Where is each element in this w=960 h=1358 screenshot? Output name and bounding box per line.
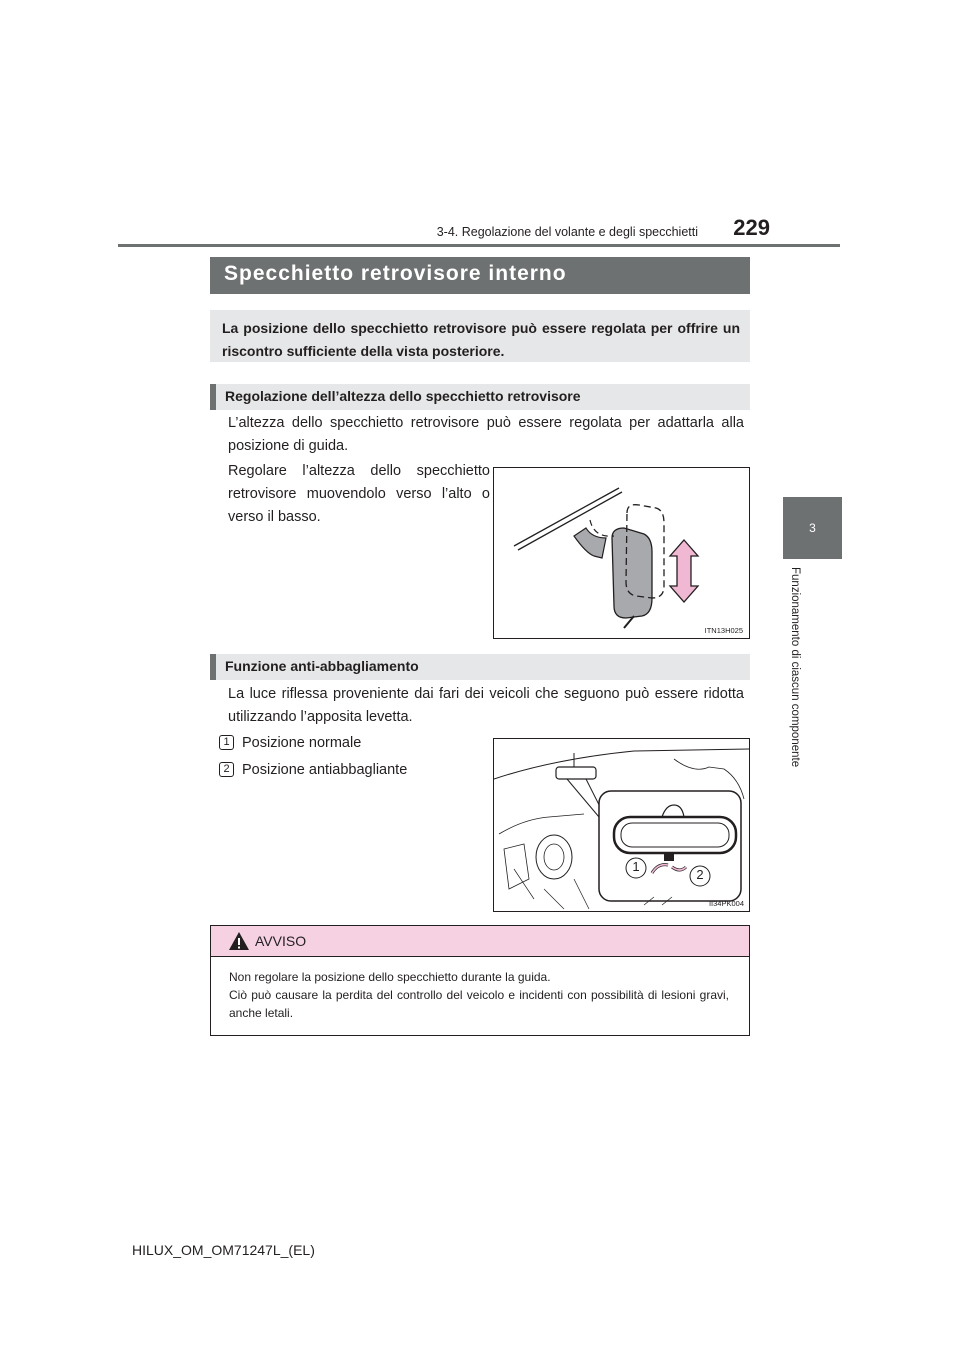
header-section-title: 3-4. Regolazione del volante e degli specchietti	[436, 225, 698, 239]
item-number-2: 2	[219, 762, 234, 777]
header-divider	[118, 244, 840, 247]
page-title-bar	[210, 257, 750, 294]
chapter-tab: 3	[783, 497, 842, 559]
warning-line-2: Ciò può causare la perdita del controllo del veicolo e incidenti con possibilità di lesioni gravi, anche letali.	[229, 988, 729, 1020]
chapter-title: Funzionamento di ciascun componente	[789, 567, 801, 768]
antiglare-illustration	[493, 738, 750, 912]
antiglare-drawing	[494, 739, 750, 912]
callout-2: 2	[696, 867, 704, 882]
height-paragraph: L’altezza dello specchietto retrovisore può essere regolata per adattarla alla posizione di guida.	[228, 415, 744, 454]
footer-code: HILUX_OM_OM71247L_(EL)	[132, 1242, 315, 1258]
page-number: 229	[733, 215, 770, 240]
section-heading-antiglare	[210, 654, 750, 680]
warning-header	[211, 926, 749, 957]
mirror-height-drawing	[494, 468, 750, 639]
antiglare-paragraph: La luce riflessa proveniente dai fari dei veicoli che seguono può essere ridotta utilizzando l’apposita levetta.	[228, 686, 744, 725]
section-heading-height	[210, 384, 750, 410]
figure-code-2: II34PK004	[708, 899, 744, 908]
chapter-side-label	[783, 567, 807, 797]
warning-text	[229, 968, 729, 1022]
intro-text: La posizione dello specchietto retrovisore può essere regolata per offrire un riscontro sufficiente della vista posteriore.	[222, 320, 740, 359]
item-label-antiglare: Posizione antiabbagliante	[242, 762, 408, 778]
intro-box	[210, 310, 750, 362]
item-number-1: 1	[219, 735, 234, 750]
section-heading-height-text: Regolazione dell’altezza dello specchietto retrovisore	[225, 388, 581, 404]
warning-title: AVVISO	[255, 933, 307, 949]
warning-box	[210, 925, 750, 1036]
callout-1: 1	[632, 859, 640, 874]
item-label-normal: Posizione normale	[242, 735, 362, 751]
warning-icon	[228, 931, 250, 951]
page-title: Specchietto retrovisore interno	[224, 262, 567, 285]
warning-line-1: Non regolare la posizione dello specchietto durante la guida.	[229, 970, 551, 984]
height-instruction: Regolare l’altezza dello specchietto retrovisore muovendolo verso l’alto o verso il basso.	[228, 463, 490, 525]
figure-code-1: ITN13H025	[704, 626, 743, 635]
section-heading-antiglare-text: Funzione anti-abbagliamento	[225, 658, 419, 674]
mirror-height-illustration	[493, 467, 750, 639]
